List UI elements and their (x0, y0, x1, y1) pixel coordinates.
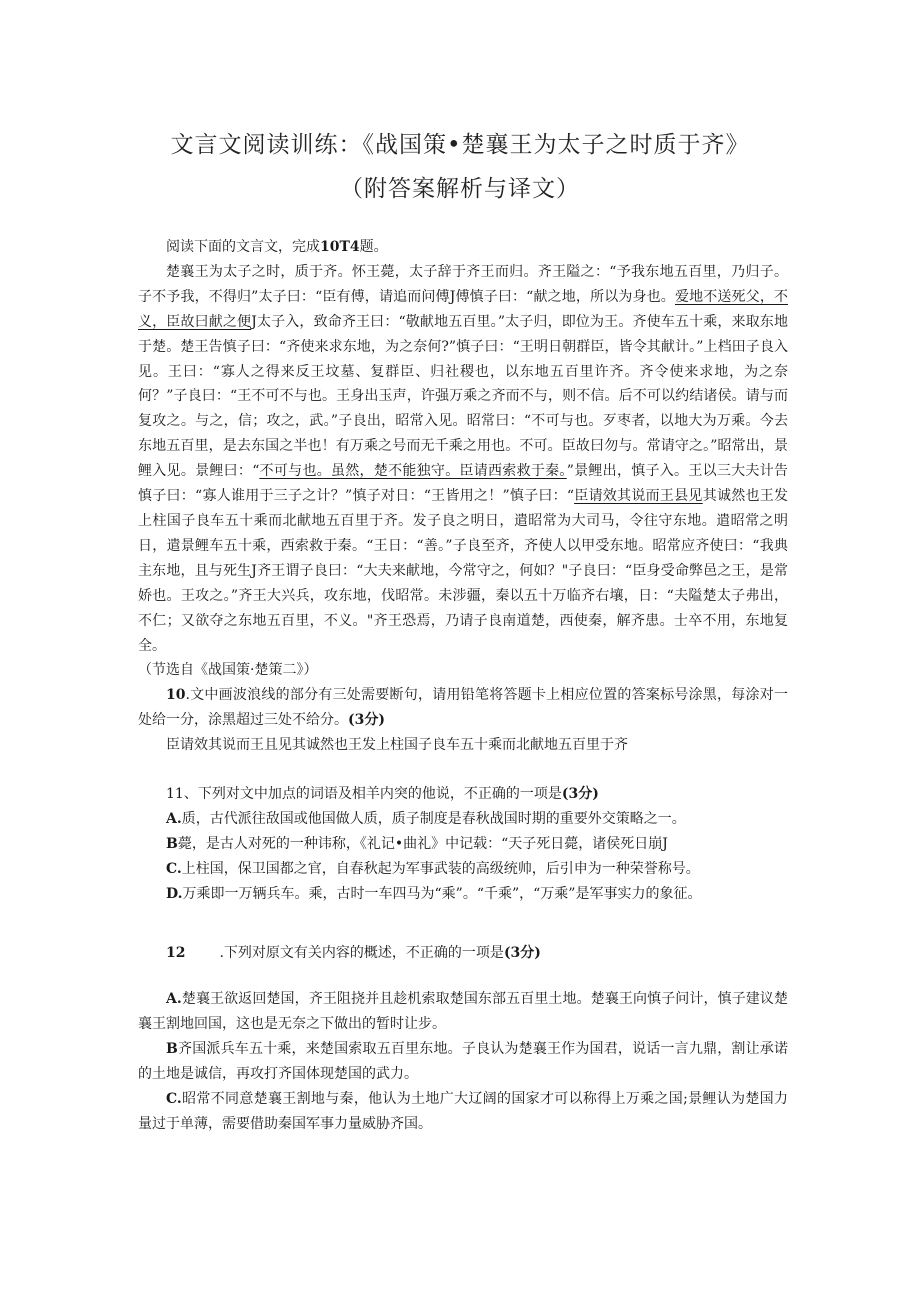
option-text: 上柱国，保卫国都之官，自春秋起为军事武装的高级统帅，后引申为一种荣誉称号。 (181, 860, 700, 877)
question-10-sentence: 臣请效其说而王且见其诚然也王发上柱国子良车五十乘而北献地五百里于齐 (166, 737, 628, 754)
option-label: A. (166, 991, 182, 1008)
option-text: 楚襄王欲返回楚国，齐王阻挠并且趁机索取楚国东部五百里土地。楚襄王向慎子问计，慎子建议楚襄王割地回国，这也是无奈之下做出的暂时让步。 (138, 991, 788, 1033)
passage-paragraph (138, 260, 788, 659)
wavy-underlined-phrase: 臣请效其说而王县见 (574, 488, 703, 505)
option-label: C. (166, 860, 182, 877)
question-10 (138, 683, 788, 733)
option-text: 薨，是古人对死的一种讳称，《礼记•曲礼》中记载：“天子死日薨，诸侯死日崩J (177, 835, 668, 852)
question-10-text: .文中画波浪线的部分有三处需要断句，请用铅笔将答题卡上相应位置的答案标号涂黑，每涂对一处给一分，涂黑超过三处不给分。 (138, 687, 788, 729)
question-11-option-c (138, 857, 788, 882)
option-text: 质，古代派往敌国或他国做人质，质子制度是春秋战国时期的重要外交策略之一。 (181, 810, 686, 827)
underlined-phrase-1: 爱地不送死父，不义，臣故曰献之便 (138, 288, 788, 330)
instruction-prefix: 阅读下面的文言文，完成 (166, 239, 320, 255)
passage-text-4: 其诚然也王发上柱国子良车五十乘而北献地五百里于齐。发子良之明日，遣昭常为大司马，令往守东地。遣昭常之明日，遣景鲤车五十乘，西索救于秦。“王日：“善。”子良至齐，齐使人以甲受东地。昭常应齐使曰：“我典主东地，且与死生J齐王谓子良曰：“大夫来献地，今常守之，何如？"子良曰：“臣身受命弊邑之王，是常娇也。王攻之。”齐王大兴兵，攻东地，伐昭常。未涉疆，秦以五十万临齐右壤，日：“夫隘楚太子弗出，不仁；又欲夺之东地五百里，不义。"齐王恐焉，乃请子良南道楚，西使秦，解齐患。士卒不用，东地复全。 (138, 488, 789, 654)
passage-text-2: J太子入，致命齐王曰：“敬献地五百里。”太子归，即位为王。齐使车五十乘，来取东地于楚。楚王告慎子曰：“齐使来求东地，为之奈何?”慎子曰：“王明日朝群臣，皆令其献计。”上档田子良入见。王曰：“寡人之得来反王坟墓、复群臣、归社稷也，以东地五百里许齐。齐令使来求地，为之奈何？”子良曰：“王不可不与也。王身出玉声，许强万乘之齐而不与，则不信。后不可以约结诸侯。请与而复攻之。与之，信；攻之，武。”子良出，昭常入见。昭常曰：“不可与也。歹枣者，以地大为万乘。今去东地五百里，是去东国之半也！有万乘之号而无千乘之用也。不可。臣故曰勿与。常请守之。”昭常出，景鲤入见。景鲤曰：“ (138, 313, 788, 480)
instruction (138, 235, 788, 260)
option-label: B (166, 1041, 178, 1058)
option-label: A. (166, 810, 182, 827)
option-label: C. (166, 1091, 182, 1108)
passage-source: （节选自《战国策·楚策二》） (138, 662, 318, 679)
passage-text-3: ”景鲤出，慎子入。王以三大夫计告慎子曰：“寡人谁用于三子之计？”慎子对日：“王皆用之！”慎子曰：“ (138, 463, 788, 505)
question-11-option-b (138, 832, 788, 857)
question-12-text: .下列对原文有关内容的概述，不正确的一项是 (219, 944, 504, 961)
question-12-stem (138, 941, 788, 966)
question-11-stem (138, 782, 788, 807)
question-11-option-d (138, 882, 788, 907)
document-body (138, 235, 788, 1137)
option-text: 齐国派兵车五十乘，来楚国索取五百里东地。子良认为楚襄王作为国君，说话一言九鼎，割让承诺的土地是诚信，再攻打齐国体现楚国的武力。 (138, 1041, 788, 1083)
question-12-option-c (138, 1087, 788, 1137)
question-11-score: (3分) (561, 786, 599, 803)
question-12-option-b (138, 1037, 788, 1087)
option-label: B (166, 835, 178, 852)
question-12-option-a (138, 987, 788, 1037)
option-text: 昭常不同意楚襄王割地与秦，他认为土地广大辽阔的国家才可以称得上万乘之国;景鲤认为楚国力量过于单薄，需要借助秦国军事力量威胁齐国。 (138, 1091, 788, 1132)
question-11-option-a (138, 807, 788, 832)
document-title: 文言文阅读训练：《战国策•楚襄王为太子之时质于齐》 (170, 132, 750, 158)
instruction-suffix: 题。 (359, 239, 388, 255)
underlined-phrase-2: 不可与也。虽然，楚不能独守。臣请西索救于秦。 (259, 463, 567, 480)
passage-text-1: 楚襄王为太子之时，质于齐。怀王薨，太子辞于齐王而归。齐王隘之：“予我东地五百里，乃归子。子不予我，不得归”太子曰：“臣有傅，请追而问傅J傅慎子曰：“献之地，所以为身也。 (138, 263, 788, 305)
instruction-range: 10T4 (320, 239, 360, 255)
document-subtitle: （附答案解析与译文） (340, 176, 580, 202)
question-10-score: (3分) (348, 712, 385, 729)
question-10-number: 10 (166, 687, 186, 704)
question-12-number: 12 (166, 944, 186, 961)
option-text: 万乘即一万辆兵车。乘，古时一车四马为“乘”。“千乘”，“万乘”是军事实力的象征。 (182, 885, 702, 902)
question-12-score: (3分) (503, 944, 541, 961)
option-label: D. (166, 885, 183, 902)
question-11-text: 11、下列对文中加点的词语及相羊内突的他说，不正确的一项是 (166, 786, 562, 803)
